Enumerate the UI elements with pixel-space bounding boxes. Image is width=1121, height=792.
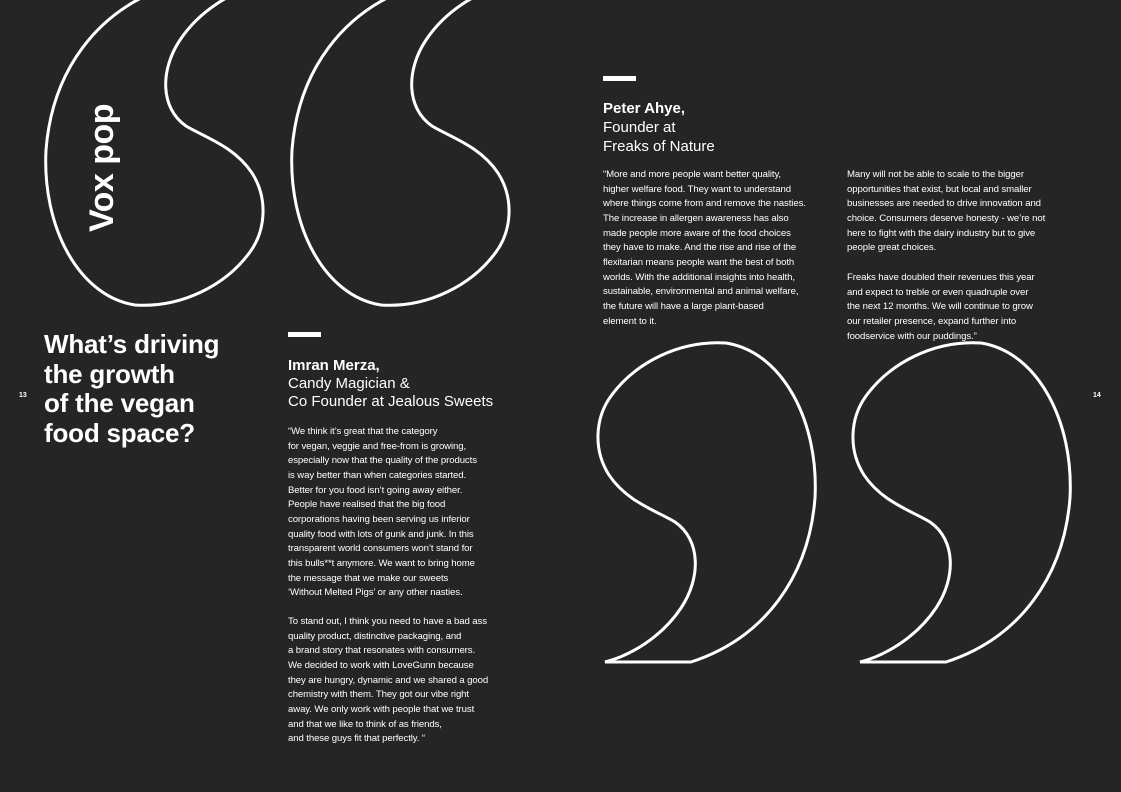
imran-accent-bar bbox=[288, 332, 321, 337]
imran-role-line2: Co Founder at Jealous Sweets bbox=[288, 393, 494, 410]
peter-name: Peter Ahye, bbox=[603, 100, 685, 117]
imran-quote-paragraph-1: “We think it’s great that the category for vegan, veggie and free-from is growing, especially now that the quality of the products is way better than when categories started. Better for you food isn’t going away either. People have realised that the big food corporations having been serving us inferior quality food with lots of gunk and junk. In this transparent world consumers won’t stand for this bulls**t anymore. We want to bring home the message that we make our sweets ‘Without Melted Pigs’ or any other nasties. bbox=[288, 426, 477, 599]
page-number-right: 14 bbox=[1093, 392, 1101, 399]
section-title-vertical: Vox pop bbox=[83, 103, 121, 233]
imran-quote-paragraph-2: To stand out, I think you need to have a bad ass quality product, distinctive packaging, and a brand story that resonates with consumers. We decided to work with LoveGunn because they are hungry, dynamic and we shared a good chemistry with them. They got our vibe right away. We only work with people that we trust and that we like to think of as friends, and these guys fit that perfectly. “ bbox=[288, 616, 489, 745]
headline-text: What’s driving the growth of the vegan food space? bbox=[44, 329, 220, 448]
peter-role-line1: Founder at bbox=[603, 119, 676, 136]
imran-name: Imran Merza, bbox=[288, 357, 380, 374]
page-number-left: 13 bbox=[19, 392, 27, 399]
imran-role-line1: Candy Magician & bbox=[288, 375, 410, 392]
peter-quote-column-1: “More and more people want better quality, higher welfare food. They want to understand where things come from and remove the nasties. The increase in allergen awareness has also made people more aware of the food choices they have to make. And the rise and rise of the flexitarian means people want the best of both worlds. With the additional insights into health, sustainable, environmental and animal welfare, the future will have a large plant-based element to it. bbox=[603, 169, 806, 327]
peter-quote-column-2-paragraph-1: Many will not be able to scale to the bigger opportunities that exist, but local and smaller businesses are needed to drive innovation and choice. Consumers deserve honesty - we’re not here to fight with the dairy industry but to give people great choices. bbox=[847, 169, 1046, 254]
peter-quote-column-2-paragraph-2: Freaks have doubled their revenues this year and expect to treble or even quadruple over the next 12 months. We will continue to grow our retailer presence, expand further into foodservice with our puddings.” bbox=[847, 272, 1035, 342]
page-headline bbox=[44, 330, 274, 448]
peter-accent-bar bbox=[603, 76, 636, 81]
peter-role-line2: Freaks of Nature bbox=[603, 138, 715, 155]
close-quote-icon bbox=[598, 343, 1070, 662]
